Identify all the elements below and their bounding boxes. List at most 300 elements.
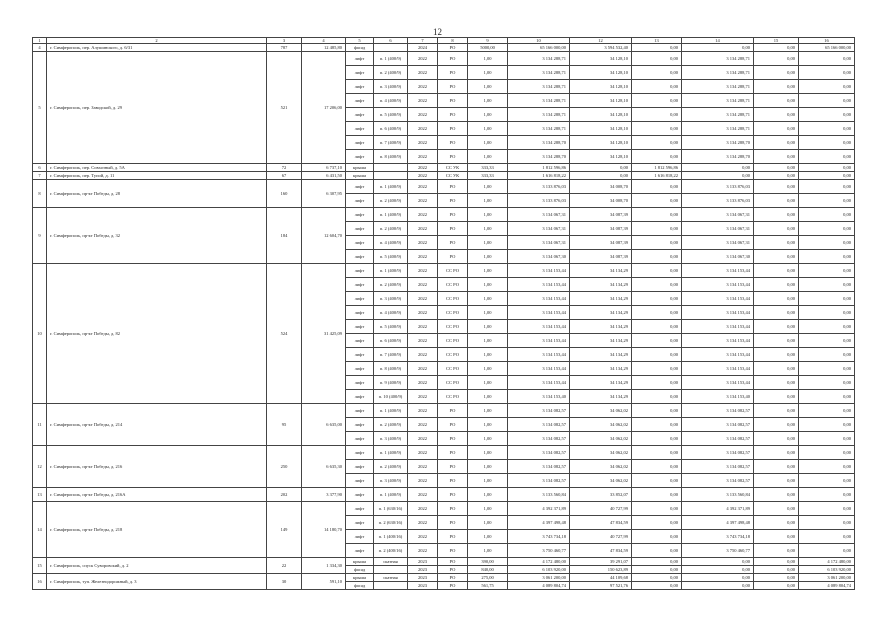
value-cell: 3 594 532,40 [570, 44, 632, 52]
area-cell: 17 206,00 [302, 52, 346, 164]
value-cell: 0,00 [799, 488, 855, 502]
value-cell: 4 392 371,89 [682, 502, 754, 516]
value-cell: 1,00 [468, 52, 508, 66]
value-cell: 34 128,10 [570, 66, 632, 80]
value-cell: лифт [346, 474, 374, 488]
value-cell: 1 616 818,22 [632, 172, 682, 180]
value-cell: лифт [346, 194, 374, 208]
area-cell: 12 485,80 [302, 44, 346, 52]
value-cell: 2022 [408, 172, 438, 180]
value-cell: лифт [346, 460, 374, 474]
table-row [33, 44, 855, 52]
value-cell: лифт [346, 516, 374, 530]
value-cell: 34 128,10 [570, 150, 632, 164]
value-cell: 1,00 [468, 222, 508, 236]
value-cell: лифт [346, 502, 374, 516]
value-cell: 0,00 [799, 278, 855, 292]
value-cell: 0,00 [799, 446, 855, 460]
value-cell: 1,00 [468, 390, 508, 404]
value-cell: п. 5 (400/9) [374, 320, 408, 334]
value-cell: 0,00 [754, 208, 799, 222]
value-cell: 0,00 [799, 222, 855, 236]
value-cell: 3 061 200,00 [508, 574, 570, 582]
value-cell: 0,00 [632, 582, 682, 590]
column-number-cell: 12 [570, 38, 632, 44]
value-cell: 2024 [408, 44, 438, 52]
value-cell: 0,00 [799, 348, 855, 362]
value-cell: 3 134 288,70 [508, 150, 570, 164]
value-cell: РО [438, 432, 468, 446]
residents-cell: 250 [267, 446, 302, 488]
value-cell: п. 9 (400/9) [374, 376, 408, 390]
value-cell: 1,00 [468, 108, 508, 122]
value-cell: п. 5 (400/9) [374, 108, 408, 122]
value-cell: п. 2 (400/9) [374, 194, 408, 208]
column-number-cell: 15 [754, 38, 799, 44]
value-cell: 0,00 [754, 164, 799, 172]
value-cell: п. 6 (400/9) [374, 122, 408, 136]
column-number-cell: 3 [267, 38, 302, 44]
value-cell: 0,00 [799, 108, 855, 122]
value-cell: 0,00 [754, 558, 799, 566]
value-cell: 0,00 [799, 418, 855, 432]
value-cell: СС РО [438, 292, 468, 306]
value-cell: 0,00 [632, 52, 682, 66]
value-cell: 4 089 804,74 [799, 582, 855, 590]
address-cell: г. Симферополь, пр-кт Победы, д. 216 [47, 446, 267, 488]
value-cell: РО [438, 516, 468, 530]
value-cell: 4 392 371,89 [508, 502, 570, 516]
area-cell: 6 431,50 [302, 172, 346, 180]
value-cell: 150 623,89 [570, 566, 632, 574]
value-cell: 0,00 [799, 80, 855, 94]
value-cell: п. 8 (400/9) [374, 362, 408, 376]
value-cell: 2022 [408, 530, 438, 544]
value-cell [374, 566, 408, 574]
row-index-cell: 14 [33, 502, 47, 558]
value-cell: СС РО [438, 334, 468, 348]
value-cell: 47 834,59 [570, 544, 632, 558]
value-cell: 3 134 082,57 [682, 446, 754, 460]
value-cell: 0,00 [754, 66, 799, 80]
value-cell: 0,00 [754, 236, 799, 250]
value-cell: 34 062,02 [570, 404, 632, 418]
area-cell: 14 180,70 [302, 502, 346, 558]
value-cell: крыша [346, 164, 374, 172]
value-cell: 0,00 [632, 376, 682, 390]
value-cell: п. 3 (400/9) [374, 432, 408, 446]
value-cell: 34 128,10 [570, 80, 632, 94]
value-cell: 40 727,99 [570, 502, 632, 516]
value-cell: 0,00 [754, 334, 799, 348]
table-row [33, 164, 855, 172]
value-cell: 3 134 082,57 [682, 474, 754, 488]
value-cell: п. 10 (400/9) [374, 390, 408, 404]
value-cell: лифт [346, 80, 374, 94]
value-cell: п. 2 (400/16) [374, 544, 408, 558]
value-cell: 34 134,29 [570, 348, 632, 362]
address-cell: г. Симферополь, спуск Суворовский, д. 2 [47, 558, 267, 574]
address-cell: г. Симферополь, пр-кт Победы, д. 82 [47, 264, 267, 404]
value-cell: 0,00 [799, 94, 855, 108]
value-cell: лифт [346, 320, 374, 334]
value-cell: 3 134 082,57 [508, 418, 570, 432]
value-cell: 0,00 [682, 566, 754, 574]
value-cell [374, 44, 408, 52]
value-cell: 1,00 [468, 80, 508, 94]
address-cell: г. Симферополь, пер. Заводской, д. 29 [47, 52, 267, 164]
value-cell: п. 2 (400/9) [374, 418, 408, 432]
value-cell: 0,00 [799, 236, 855, 250]
value-cell: 3 134 067,30 [682, 250, 754, 264]
value-cell: 0,00 [632, 530, 682, 544]
value-cell: скатная [374, 574, 408, 582]
row-index-cell: 12 [33, 446, 47, 488]
value-cell: 3 134 153,44 [682, 348, 754, 362]
value-cell: РО [438, 530, 468, 544]
value-cell: 34 128,10 [570, 136, 632, 150]
value-cell: 0,00 [799, 264, 855, 278]
page-number: 12 [433, 27, 442, 37]
residents-cell: 149 [267, 502, 302, 558]
value-cell: 0,00 [632, 136, 682, 150]
value-cell: 2022 [408, 80, 438, 94]
value-cell: 2022 [408, 488, 438, 502]
value-cell: 0,00 [754, 404, 799, 418]
area-cell: 6 737,10 [302, 164, 346, 172]
value-cell: РО [438, 488, 468, 502]
column-number-cell: 4 [302, 38, 346, 44]
value-cell: 3 134 288,71 [682, 108, 754, 122]
column-number-cell: 10 [508, 38, 570, 44]
value-cell: 1,00 [468, 292, 508, 306]
value-cell: РО [438, 404, 468, 418]
value-cell: 1,00 [468, 194, 508, 208]
value-cell: 0,00 [632, 418, 682, 432]
value-cell: 0,00 [754, 446, 799, 460]
value-cell: 0,00 [799, 530, 855, 544]
value-cell: п. 1 (400/9) [374, 404, 408, 418]
value-cell: п. 1 (630/16) [374, 502, 408, 516]
value-cell: 0,00 [754, 180, 799, 194]
value-cell: 3 134 153,44 [682, 362, 754, 376]
value-cell: 1,00 [468, 250, 508, 264]
value-cell: РО [438, 250, 468, 264]
value-cell: лифт [346, 390, 374, 404]
row-index-cell: 6 [33, 164, 47, 172]
column-number-cell: 16 [799, 38, 855, 44]
value-cell: лифт [346, 236, 374, 250]
value-cell: 1,00 [468, 122, 508, 136]
value-cell: 0,00 [799, 180, 855, 194]
value-cell: 3 133 876,03 [682, 194, 754, 208]
value-cell: 34 087,39 [570, 236, 632, 250]
value-cell: РО [438, 44, 468, 52]
value-cell: 34 008,70 [570, 194, 632, 208]
value-cell: 0,00 [570, 172, 632, 180]
value-cell: СС РО [438, 320, 468, 334]
value-cell: 2022 [408, 250, 438, 264]
value-cell [374, 172, 408, 180]
value-cell: п. 7 (400/9) [374, 348, 408, 362]
value-cell: 3 134 153,44 [508, 376, 570, 390]
value-cell: РО [438, 222, 468, 236]
residents-cell: 184 [267, 208, 302, 264]
value-cell: СС РО [438, 348, 468, 362]
value-cell: 3 134 153,44 [508, 334, 570, 348]
value-cell: 0,00 [754, 194, 799, 208]
table-row [33, 446, 855, 460]
value-cell: 0,00 [754, 574, 799, 582]
value-cell: 0,00 [799, 164, 855, 172]
value-cell: 0,00 [754, 488, 799, 502]
value-cell: 3 134 082,57 [682, 460, 754, 474]
value-cell: лифт [346, 208, 374, 222]
value-cell: 0,00 [754, 460, 799, 474]
value-cell: 34 134,29 [570, 278, 632, 292]
value-cell: 0,00 [754, 544, 799, 558]
value-cell: 1,00 [468, 432, 508, 446]
value-cell: 33 852,07 [570, 488, 632, 502]
value-cell: 3 134 288,71 [682, 94, 754, 108]
value-cell: 0,00 [632, 320, 682, 334]
value-cell: 1,00 [468, 136, 508, 150]
value-cell: СС РО [438, 306, 468, 320]
address-cell: г. Симферополь, пр-кт Победы, д. 216А [47, 488, 267, 502]
value-cell: лифт [346, 94, 374, 108]
value-cell: лифт [346, 404, 374, 418]
value-cell: 3 134 082,57 [508, 446, 570, 460]
value-cell: 275,00 [468, 574, 508, 582]
value-cell: 3 134 067,31 [682, 236, 754, 250]
value-cell: п. 1 (400/9) [374, 208, 408, 222]
value-cell: 34 128,10 [570, 94, 632, 108]
value-cell: фасад [346, 566, 374, 574]
value-cell: 3 134 288,70 [508, 136, 570, 150]
value-cell: 6 103 920,00 [508, 566, 570, 574]
value-cell: 0,00 [632, 292, 682, 306]
value-cell: 3 134 288,71 [682, 52, 754, 66]
value-cell: РО [438, 108, 468, 122]
value-cell: 65 166 000,00 [508, 44, 570, 52]
value-cell: п. 7 (400/9) [374, 136, 408, 150]
value-cell: 2022 [408, 136, 438, 150]
value-cell: 34 087,39 [570, 222, 632, 236]
value-cell: 0,00 [754, 150, 799, 164]
value-cell: 0,00 [632, 348, 682, 362]
area-cell: 12 604,70 [302, 208, 346, 264]
value-cell: 2022 [408, 390, 438, 404]
value-cell: крыша [346, 558, 374, 566]
value-cell: фасад [346, 582, 374, 590]
table-row [33, 208, 855, 222]
value-cell: 2022 [408, 306, 438, 320]
value-cell: лифт [346, 108, 374, 122]
value-cell: 0,00 [632, 180, 682, 194]
value-cell: п. 2 (400/9) [374, 278, 408, 292]
value-cell: лифт [346, 292, 374, 306]
value-cell: 3 134 153,44 [682, 376, 754, 390]
value-cell: лифт [346, 376, 374, 390]
value-cell: 2022 [408, 334, 438, 348]
value-cell: п. 8 (400/9) [374, 150, 408, 164]
value-cell: 34 062,02 [570, 460, 632, 474]
value-cell: 0,00 [799, 544, 855, 558]
value-cell: 3 134 067,31 [508, 208, 570, 222]
value-cell: 2022 [408, 108, 438, 122]
value-cell: 3 134 153,40 [682, 390, 754, 404]
value-cell: 0,00 [754, 502, 799, 516]
value-cell: 34 062,02 [570, 418, 632, 432]
value-cell: 333,33 [468, 172, 508, 180]
value-cell: 0,00 [632, 404, 682, 418]
value-cell: 2022 [408, 474, 438, 488]
value-cell: 2022 [408, 194, 438, 208]
table-row [33, 574, 855, 582]
address-cell: г. Симферополь, пер. Совхозный, д. 5А [47, 164, 267, 172]
value-cell: 3 134 288,70 [682, 136, 754, 150]
value-cell: 0,00 [754, 474, 799, 488]
value-cell: 0,00 [632, 44, 682, 52]
value-cell: 0,00 [754, 418, 799, 432]
value-cell: 3 134 153,44 [508, 362, 570, 376]
value-cell: 0,00 [754, 348, 799, 362]
address-cell: г. Симферополь, пр-кт Победы, д. 32 [47, 208, 267, 264]
value-cell: 0,00 [754, 390, 799, 404]
value-cell: 0,00 [754, 566, 799, 574]
value-cell: скатная [374, 558, 408, 566]
value-cell: 3 750 460,77 [508, 544, 570, 558]
value-cell: РО [438, 208, 468, 222]
column-number-cell: 2 [47, 38, 267, 44]
value-cell: 0,00 [799, 460, 855, 474]
value-cell: РО [438, 474, 468, 488]
value-cell: 3 134 082,57 [508, 432, 570, 446]
value-cell: 2022 [408, 404, 438, 418]
value-cell: 840,00 [468, 566, 508, 574]
value-cell: лифт [346, 122, 374, 136]
value-cell: фасад [346, 44, 374, 52]
value-cell: 0,00 [632, 194, 682, 208]
address-cell: г. Симферополь, пер. Алушинского, д. 6/31 [47, 44, 267, 52]
value-cell: РО [438, 122, 468, 136]
value-cell: 0,00 [632, 94, 682, 108]
value-cell: 1,00 [468, 94, 508, 108]
value-cell: 4 089 804,74 [508, 582, 570, 590]
value-cell: 0,00 [754, 44, 799, 52]
value-cell: п. 2 (630/16) [374, 516, 408, 530]
value-cell: 1,00 [468, 446, 508, 460]
value-cell: РО [438, 180, 468, 194]
value-cell: 0,00 [754, 432, 799, 446]
value-cell: 3 134 288,71 [682, 122, 754, 136]
value-cell: п. 1 (400/9) [374, 446, 408, 460]
value-cell: 2022 [408, 502, 438, 516]
value-cell: 0,00 [632, 150, 682, 164]
row-index-cell: 4 [33, 44, 47, 52]
value-cell: п. 1 (400/16) [374, 530, 408, 544]
value-cell: 3 134 153,44 [682, 264, 754, 278]
value-cell: РО [438, 574, 468, 582]
value-cell: 0,00 [632, 108, 682, 122]
value-cell: лифт [346, 362, 374, 376]
value-cell: 34 008,70 [570, 180, 632, 194]
value-cell: 0,00 [632, 80, 682, 94]
value-cell: 97 521,76 [570, 582, 632, 590]
value-cell: 65 166 000,00 [799, 44, 855, 52]
value-cell: РО [438, 418, 468, 432]
value-cell: СС РО [438, 278, 468, 292]
value-cell: 0,00 [754, 264, 799, 278]
value-cell: 2022 [408, 236, 438, 250]
value-cell: 2022 [408, 52, 438, 66]
value-cell: 0,00 [632, 390, 682, 404]
value-cell: 0,00 [799, 172, 855, 180]
value-cell: 3 134 067,31 [508, 236, 570, 250]
value-cell: лифт [346, 250, 374, 264]
value-cell: 1 616 818,22 [508, 172, 570, 180]
value-cell: 0,00 [632, 66, 682, 80]
value-cell: 0,00 [799, 320, 855, 334]
value-cell: 333,33 [468, 164, 508, 172]
row-index-cell: 11 [33, 404, 47, 446]
residents-cell: 787 [267, 44, 302, 52]
row-index-cell: 16 [33, 574, 47, 590]
value-cell: лифт [346, 348, 374, 362]
value-cell: 3 743 734,18 [508, 530, 570, 544]
row-index-cell: 15 [33, 558, 47, 574]
address-cell: г. Симферополь, туп. Железнодорожный, д. 3 [47, 574, 267, 590]
value-cell: СС РО [438, 390, 468, 404]
value-cell: РО [438, 566, 468, 574]
value-cell: 3 134 153,44 [682, 320, 754, 334]
value-cell: 0,00 [632, 460, 682, 474]
value-cell: п. 4 (400/9) [374, 94, 408, 108]
value-cell: 0,00 [799, 194, 855, 208]
value-cell: п. 1 (400/9) [374, 52, 408, 66]
value-cell: 0,00 [632, 516, 682, 530]
value-cell: 34 062,02 [570, 446, 632, 460]
value-cell: 3 133 560,84 [508, 488, 570, 502]
table-row [33, 52, 855, 66]
value-cell: 2022 [408, 180, 438, 194]
value-cell: 3 134 288,70 [682, 150, 754, 164]
value-cell: РО [438, 544, 468, 558]
value-cell: РО [438, 80, 468, 94]
value-cell: 3 134 288,71 [508, 94, 570, 108]
value-cell: 3 134 288,71 [682, 66, 754, 80]
value-cell: 34 087,39 [570, 208, 632, 222]
value-cell: 2023 [408, 566, 438, 574]
value-cell: 561,75 [468, 582, 508, 590]
value-cell: крыша [346, 574, 374, 582]
value-cell: РО [438, 66, 468, 80]
value-cell: 0,00 [632, 446, 682, 460]
value-cell: СС РО [438, 376, 468, 390]
value-cell: 3 134 153,44 [682, 278, 754, 292]
value-cell: 2022 [408, 222, 438, 236]
value-cell: 0,00 [632, 122, 682, 136]
value-cell: 44 109,68 [570, 574, 632, 582]
value-cell: 4 172 480,00 [508, 558, 570, 566]
value-cell: 2022 [408, 516, 438, 530]
value-cell: 1,00 [468, 460, 508, 474]
value-cell: п. 1 (400/9) [374, 264, 408, 278]
value-cell: 0,00 [754, 278, 799, 292]
value-cell: 1,00 [468, 264, 508, 278]
value-cell: 3 134 082,57 [508, 404, 570, 418]
value-cell: п. 2 (400/9) [374, 66, 408, 80]
